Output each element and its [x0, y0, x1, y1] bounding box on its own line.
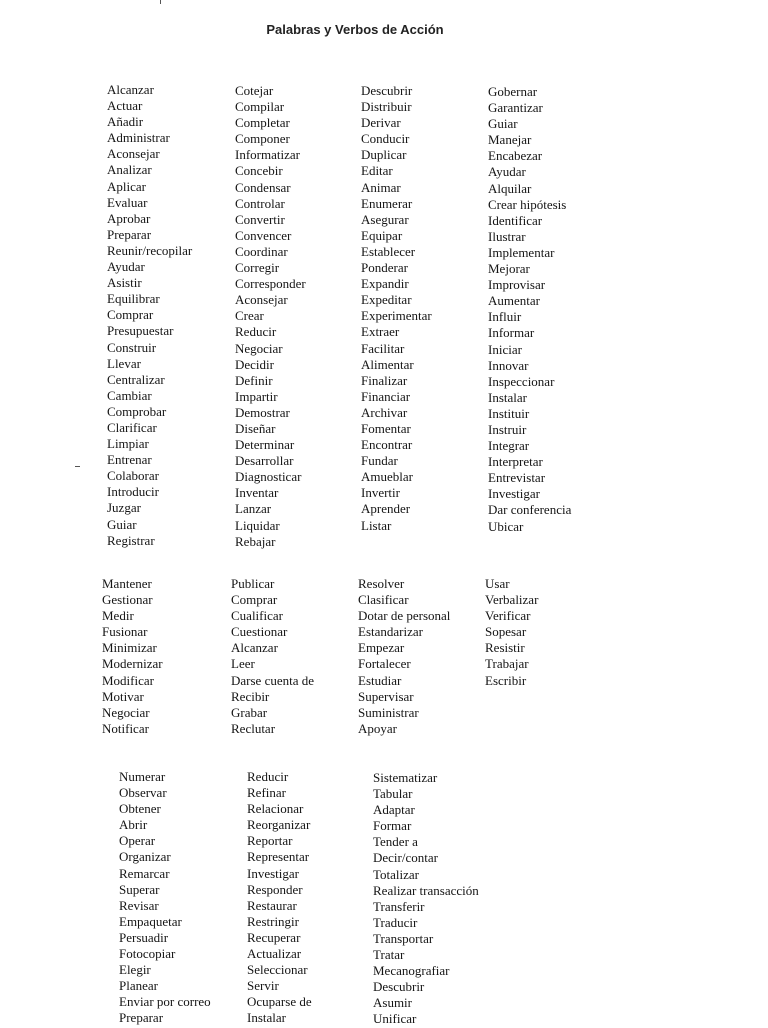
- word-item: Organizar: [119, 849, 171, 865]
- word-item: Trabajar: [485, 656, 529, 672]
- word-item: Inventar: [235, 485, 279, 501]
- word-item: Realizar transacción: [373, 882, 479, 898]
- word-item: Tender a: [373, 834, 418, 850]
- word-item: Comprar: [231, 592, 278, 608]
- word-item: Improvisar: [488, 277, 546, 293]
- word-item: Instalar: [488, 389, 527, 405]
- word-item: Interpretar: [488, 454, 543, 470]
- word-item: Observar: [119, 785, 167, 801]
- scan-mark: [160, 0, 161, 4]
- word-item: Analizar: [107, 162, 152, 178]
- word-item: Transportar: [373, 930, 434, 946]
- word-item: Unificar: [373, 1011, 417, 1027]
- word-item: Leer: [231, 656, 255, 672]
- word-item: Crear hipótesis: [488, 196, 567, 212]
- word-item: Crear: [235, 308, 264, 324]
- word-item: Encabezar: [488, 148, 543, 164]
- word-column-4: [488, 84, 571, 535]
- word-item: Alcanzar: [107, 82, 154, 97]
- word-item: Recibir: [231, 688, 270, 704]
- word-item: Tratar: [373, 947, 405, 963]
- word-item: Descubrir: [373, 979, 425, 995]
- word-item: Resistir: [485, 640, 525, 656]
- word-item: Definir: [235, 372, 273, 388]
- word-item: Convencer: [235, 227, 292, 243]
- word-item: Resolver: [358, 576, 405, 591]
- word-item: Reclutar: [231, 720, 276, 736]
- word-item: Superar: [119, 881, 160, 897]
- word-item: Traducir: [373, 914, 418, 930]
- word-item: Centralizar: [107, 371, 165, 387]
- word-item: Totalizar: [373, 866, 420, 882]
- word-item: Influir: [488, 309, 522, 325]
- word-item: Suministrar: [358, 704, 419, 720]
- word-item: Rebajar: [235, 533, 276, 549]
- word-item: Gestionar: [102, 592, 153, 608]
- word-item: Convertir: [235, 211, 285, 227]
- word-item: Aconsejar: [107, 146, 160, 162]
- word-item: Finalizar: [361, 372, 408, 388]
- word-item: Modificar: [102, 672, 154, 688]
- word-item: Asegurar: [361, 211, 409, 227]
- word-item: Llevar: [107, 355, 141, 371]
- word-item: Añadir: [107, 114, 144, 130]
- word-item: Gobernar: [488, 84, 538, 99]
- word-item: Corresponder: [235, 276, 306, 292]
- word-item: Diagnosticar: [235, 469, 302, 485]
- word-item: Verificar: [485, 608, 531, 624]
- word-item: Dotar de personal: [358, 608, 451, 624]
- word-item: Estandarizar: [358, 624, 423, 640]
- word-item: Notificar: [102, 720, 149, 736]
- word-column-1: [119, 769, 211, 1027]
- word-item: Completar: [235, 115, 290, 131]
- word-item: Reorganizar: [247, 817, 311, 833]
- word-item: Ilustrar: [488, 228, 526, 244]
- word-column-1: [107, 82, 192, 549]
- word-item: Abrir: [119, 817, 148, 833]
- word-item: Financiar: [361, 388, 411, 404]
- word-item: Representar: [247, 849, 310, 865]
- scan-mark: [75, 466, 80, 467]
- word-item: Demostrar: [235, 404, 290, 420]
- word-column-2: [247, 769, 312, 1027]
- word-item: Reunir/recopilar: [107, 242, 193, 258]
- word-item: Mantener: [102, 576, 152, 591]
- word-item: Actualizar: [247, 946, 302, 962]
- word-item: Planear: [119, 978, 158, 994]
- word-item: Instruir: [488, 421, 527, 437]
- word-column-1: [102, 576, 163, 737]
- word-item: Comprobar: [107, 403, 167, 419]
- word-item: Operar: [119, 833, 156, 849]
- word-item: Cualificar: [231, 608, 283, 624]
- word-item: Responder: [247, 881, 303, 897]
- word-item: Alimentar: [361, 356, 414, 372]
- word-item: Presupuestar: [107, 323, 174, 339]
- word-item: Restringir: [247, 913, 299, 929]
- word-item: Fotocopiar: [119, 946, 176, 962]
- word-item: Medir: [102, 608, 134, 624]
- word-column-2: [235, 83, 306, 550]
- word-item: Invertir: [361, 485, 400, 501]
- word-item: Juzgar: [107, 500, 141, 516]
- word-item: Seleccionar: [247, 962, 308, 978]
- word-item: Colaborar: [107, 468, 159, 484]
- word-item: Restaurar: [247, 897, 297, 913]
- word-item: Actuar: [107, 98, 143, 114]
- word-item: Mecanografiar: [373, 963, 450, 979]
- word-item: Ponderar: [361, 260, 408, 276]
- word-item: Ocuparse de: [247, 994, 312, 1010]
- word-item: Sistematizar: [373, 770, 438, 785]
- word-item: Cotejar: [235, 83, 274, 98]
- word-item: Aprender: [361, 501, 411, 517]
- word-item: Cuestionar: [231, 624, 288, 640]
- word-item: Aplicar: [107, 178, 146, 194]
- word-item: Equilibrar: [107, 291, 160, 307]
- word-item: Impartir: [235, 388, 278, 404]
- word-item: Construir: [107, 339, 157, 355]
- word-item: Sopesar: [485, 624, 527, 640]
- word-item: Evaluar: [107, 194, 148, 210]
- word-item: Preparar: [119, 1010, 164, 1026]
- word-item: Expeditar: [361, 292, 412, 308]
- word-item: Decidir: [235, 356, 274, 372]
- word-item: Reducir: [235, 324, 277, 340]
- word-item: Comprar: [107, 307, 154, 323]
- word-item: Aprobar: [107, 210, 151, 226]
- word-item: Fundar: [361, 453, 398, 469]
- word-item: Numerar: [119, 769, 166, 784]
- word-item: Mejorar: [488, 261, 530, 277]
- word-item: Expandir: [361, 276, 409, 292]
- word-item: Inspeccionar: [488, 373, 555, 389]
- word-item: Descubrir: [361, 83, 413, 98]
- word-item: Clarificar: [107, 419, 157, 435]
- word-item: Modernizar: [102, 656, 163, 672]
- word-item: Instalar: [247, 1010, 286, 1026]
- word-item: Publicar: [231, 576, 275, 591]
- word-item: Entrevistar: [488, 470, 546, 486]
- word-item: Reducir: [247, 769, 289, 784]
- word-item: Compilar: [235, 99, 285, 115]
- word-item: Apoyar: [358, 720, 397, 736]
- word-item: Darse cuenta de: [231, 672, 315, 688]
- word-item: Ayudar: [107, 259, 145, 275]
- word-item: Editar: [361, 163, 393, 179]
- word-item: Distribuir: [361, 99, 412, 115]
- word-item: Concebir: [235, 163, 283, 179]
- word-item: Asistir: [107, 275, 142, 291]
- word-item: Fortalecer: [358, 656, 411, 672]
- word-item: Garantizar: [488, 100, 543, 116]
- word-item: Componer: [235, 131, 290, 147]
- word-item: Grabar: [231, 704, 268, 720]
- word-item: Lanzar: [235, 501, 272, 517]
- word-item: Registrar: [107, 532, 155, 548]
- word-item: Diseñar: [235, 420, 276, 436]
- word-item: Alcanzar: [231, 640, 278, 656]
- word-item: Escribir: [485, 672, 527, 688]
- word-item: Revisar: [119, 897, 159, 913]
- word-item: Persuadir: [119, 929, 169, 945]
- word-item: Usar: [485, 576, 510, 591]
- word-item: Animar: [361, 179, 401, 195]
- word-item: Enumerar: [361, 195, 413, 211]
- word-item: Cambiar: [107, 387, 152, 403]
- word-item: Derivar: [361, 115, 401, 131]
- word-item: Guiar: [488, 116, 518, 132]
- word-item: Informar: [488, 325, 535, 341]
- word-item: Experimentar: [361, 308, 432, 324]
- word-item: Elegir: [119, 962, 151, 978]
- word-item: Reportar: [247, 833, 293, 849]
- word-item: Desarrollar: [235, 453, 294, 469]
- word-item: Servir: [247, 978, 279, 994]
- word-item: Amueblar: [361, 469, 413, 485]
- word-item: Clasificar: [358, 592, 409, 608]
- word-item: Recuperar: [247, 929, 301, 945]
- word-item: Archivar: [361, 404, 408, 420]
- word-item: Formar: [373, 818, 412, 834]
- word-item: Supervisar: [358, 688, 414, 704]
- word-item: Decir/contar: [373, 850, 438, 866]
- word-item: Informatizar: [235, 147, 300, 163]
- word-item: Empezar: [358, 640, 405, 656]
- word-column-3: [358, 576, 450, 737]
- word-item: Negociar: [102, 704, 150, 720]
- word-item: Estudiar: [358, 672, 402, 688]
- word-column-3: [373, 770, 479, 1028]
- word-item: Fomentar: [361, 420, 411, 436]
- word-item: Manejar: [488, 132, 532, 148]
- word-item: Relacionar: [247, 801, 304, 817]
- word-item: Iniciar: [488, 341, 522, 357]
- word-item: Guiar: [107, 516, 137, 532]
- word-item: Ayudar: [488, 164, 526, 180]
- word-item: Tabular: [373, 786, 413, 802]
- word-item: Listar: [361, 517, 392, 533]
- word-item: Identificar: [488, 212, 543, 228]
- word-item: Coordinar: [235, 243, 288, 259]
- word-item: Aconsejar: [235, 292, 288, 308]
- word-item: Dar conferencia: [488, 502, 572, 518]
- word-item: Encontrar: [361, 437, 413, 453]
- word-column-3: [361, 83, 432, 534]
- word-item: Determinar: [235, 437, 295, 453]
- word-item: Remarcar: [119, 865, 170, 881]
- word-item: Transferir: [373, 898, 425, 914]
- word-item: Investigar: [488, 486, 540, 502]
- word-item: Enviar por correo: [119, 994, 211, 1010]
- word-item: Fusionar: [102, 624, 148, 640]
- word-item: Conducir: [361, 131, 410, 147]
- word-item: Facilitar: [361, 340, 405, 356]
- word-item: Ubicar: [488, 518, 524, 534]
- word-item: Equipar: [361, 227, 403, 243]
- word-item: Entrenar: [107, 452, 152, 468]
- word-item: Condensar: [235, 179, 291, 195]
- word-item: Controlar: [235, 195, 285, 211]
- word-column-4: [485, 576, 538, 689]
- word-item: Minimizar: [102, 640, 157, 656]
- word-item: Limpiar: [107, 436, 149, 452]
- word-item: Extraer: [361, 324, 400, 340]
- word-item: Implementar: [488, 244, 555, 260]
- word-item: Liquidar: [235, 517, 280, 533]
- word-item: Duplicar: [361, 147, 407, 163]
- word-item: Asumir: [373, 995, 412, 1011]
- word-item: Innovar: [488, 357, 529, 373]
- word-item: Refinar: [247, 785, 286, 801]
- word-item: Alquilar: [488, 180, 532, 196]
- word-item: Corregir: [235, 260, 280, 276]
- word-item: Administrar: [107, 130, 170, 146]
- word-item: Instituir: [488, 405, 530, 421]
- word-item: Introducir: [107, 484, 159, 500]
- word-item: Motivar: [102, 688, 144, 704]
- word-item: Adaptar: [373, 802, 415, 818]
- word-item: Empaquetar: [119, 913, 182, 929]
- word-item: Aumentar: [488, 293, 540, 309]
- word-item: Preparar: [107, 226, 152, 242]
- word-item: Investigar: [247, 865, 299, 881]
- page-title: Palabras y Verbos de Acción: [266, 22, 444, 37]
- word-column-2: [231, 576, 314, 737]
- word-item: Verbalizar: [485, 592, 539, 608]
- word-item: Establecer: [361, 243, 416, 259]
- word-item: Negociar: [235, 340, 283, 356]
- word-item: Integrar: [488, 438, 530, 454]
- word-item: Obtener: [119, 801, 161, 817]
